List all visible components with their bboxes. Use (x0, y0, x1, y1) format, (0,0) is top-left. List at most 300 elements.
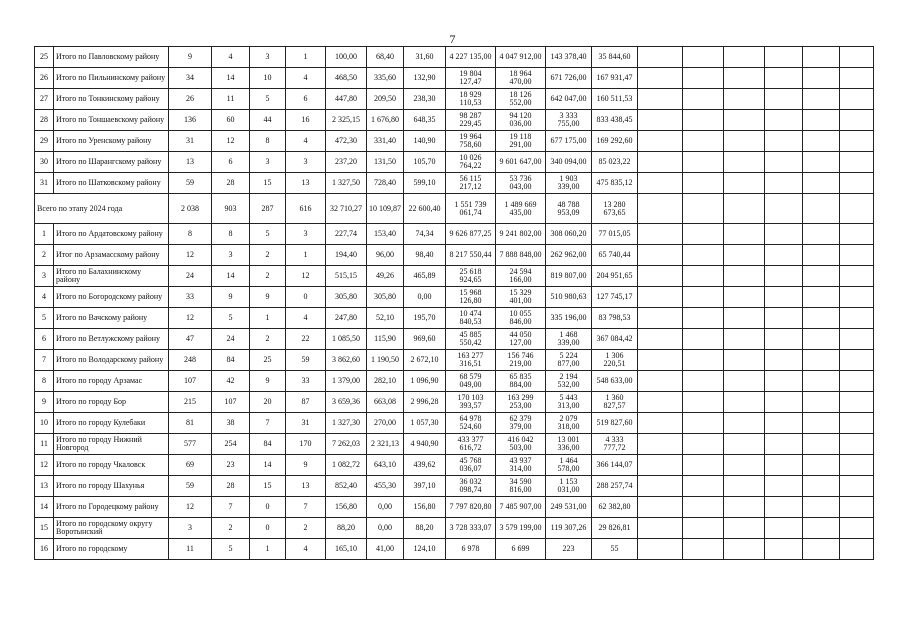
empty-cell (840, 131, 874, 152)
cell-c: 2 996,28 (404, 392, 446, 413)
district-name: Итого по городскому округу Воротынский (54, 518, 169, 539)
empty-cell (724, 110, 765, 131)
cell-e: 53 736 043,00 (496, 173, 546, 194)
cell-c4: 3 (286, 224, 326, 245)
page-number: 7 (449, 32, 456, 46)
cell-d: 64 978 524,60 (446, 413, 496, 434)
cell-a: 227,74 (326, 224, 367, 245)
empty-cell (765, 224, 803, 245)
cell-g: 127 745,17 (592, 287, 638, 308)
table-row (35, 224, 874, 245)
cell-c1: 8 (169, 224, 212, 245)
cell-e: 62 379 379,00 (496, 413, 546, 434)
cell-c: 969,60 (404, 329, 446, 350)
empty-cell (683, 434, 724, 455)
cell-c: 132,90 (404, 68, 446, 89)
row-number: 9 (35, 392, 54, 413)
empty-cell (683, 194, 724, 224)
empty-cell (683, 413, 724, 434)
cell-c4: 16 (286, 110, 326, 131)
district-name: Итого по городу Шахунья (54, 476, 169, 497)
district-name: Итого по городу Чкаловск (54, 455, 169, 476)
cell-f: 677 175,00 (546, 131, 592, 152)
cell-c1: 136 (169, 110, 212, 131)
cell-b: 455,30 (367, 476, 404, 497)
cell-c4: 12 (286, 266, 326, 287)
cell-a: 3 862,60 (326, 350, 367, 371)
row-number: 6 (35, 329, 54, 350)
cell-c: 1 057,30 (404, 413, 446, 434)
table-row (35, 497, 874, 518)
empty-cell (803, 350, 840, 371)
row-number: 27 (35, 89, 54, 110)
cell-c4: 7 (286, 497, 326, 518)
cell-c2: 28 (212, 476, 250, 497)
empty-cell (683, 476, 724, 497)
empty-cell (683, 266, 724, 287)
cell-g: 29 826,81 (592, 518, 638, 539)
cell-d: 10 474 840,53 (446, 308, 496, 329)
cell-c4: 9 (286, 455, 326, 476)
cell-c1: 34 (169, 68, 212, 89)
cell-g: 85 023,22 (592, 152, 638, 173)
empty-cell (840, 245, 874, 266)
cell-c2: 5 (212, 539, 250, 560)
cell-c1: 47 (169, 329, 212, 350)
cell-c2: 12 (212, 131, 250, 152)
cell-f: 671 726,00 (546, 68, 592, 89)
cell-e: 6 699 (496, 539, 546, 560)
cell-f: 1 903 339,00 (546, 173, 592, 194)
empty-cell (840, 455, 874, 476)
cell-c2: 84 (212, 350, 250, 371)
cell-g: 1 360 827,57 (592, 392, 638, 413)
cell-c3: 1 (250, 539, 286, 560)
empty-cell (765, 413, 803, 434)
cell-d: 56 115 217,12 (446, 173, 496, 194)
cell-f: 3 333 755,00 (546, 110, 592, 131)
cell-a: 194,40 (326, 245, 367, 266)
cell-d: 19 804 127,47 (446, 68, 496, 89)
empty-cell (638, 455, 683, 476)
cell-e: 15 329 401,00 (496, 287, 546, 308)
cell-f: 249 531,00 (546, 497, 592, 518)
table-row (35, 131, 874, 152)
empty-cell (638, 308, 683, 329)
cell-b: 41,00 (367, 539, 404, 560)
cell-g: 833 438,45 (592, 110, 638, 131)
cell-c4: 0 (286, 287, 326, 308)
district-name: Итого по Тонкинскому району (54, 89, 169, 110)
table-row (35, 413, 874, 434)
cell-b: 153,40 (367, 224, 404, 245)
empty-cell (765, 497, 803, 518)
cell-g: 4 333 777,72 (592, 434, 638, 455)
cell-c1: 215 (169, 392, 212, 413)
total-label: Всего по этапу 2024 года (35, 194, 169, 224)
district-name: Итог по Арзамасскому району (54, 245, 169, 266)
cell-g: 35 844,60 (592, 47, 638, 68)
cell-c3: 2 (250, 329, 286, 350)
cell-c1: 59 (169, 173, 212, 194)
cell-c2: 3 (212, 245, 250, 266)
empty-cell (724, 392, 765, 413)
cell-c: 2 672,10 (404, 350, 446, 371)
row-number: 5 (35, 308, 54, 329)
cell-a: 447,80 (326, 89, 367, 110)
row-number: 30 (35, 152, 54, 173)
empty-cell (724, 455, 765, 476)
cell-c1: 24 (169, 266, 212, 287)
empty-cell (803, 455, 840, 476)
cell-d: 6 978 (446, 539, 496, 560)
cell-c4: 2 (286, 518, 326, 539)
cell-f: 642 047,00 (546, 89, 592, 110)
cell-c4: 87 (286, 392, 326, 413)
cell-d: 45 885 550,42 (446, 329, 496, 350)
cell-a: 1 379,00 (326, 371, 367, 392)
cell-e: 18 964 470,00 (496, 68, 546, 89)
cell-a: 472,30 (326, 131, 367, 152)
cell-c: 22 600,40 (404, 194, 446, 224)
cell-f: 819 807,00 (546, 266, 592, 287)
cell-b: 68,40 (367, 47, 404, 68)
empty-cell (683, 47, 724, 68)
cell-f: 340 094,00 (546, 152, 592, 173)
district-name: Итого по Ветлужскому району (54, 329, 169, 350)
empty-cell (765, 392, 803, 413)
cell-e: 19 118 291,00 (496, 131, 546, 152)
cell-c: 156,80 (404, 497, 446, 518)
cell-e: 9 601 647,00 (496, 152, 546, 173)
district-name: Итого по Городецкому району (54, 497, 169, 518)
cell-c2: 7 (212, 497, 250, 518)
cell-f: 2 194 532,00 (546, 371, 592, 392)
cell-c1: 13 (169, 152, 212, 173)
row-number: 31 (35, 173, 54, 194)
empty-cell (638, 518, 683, 539)
cell-g: 55 (592, 539, 638, 560)
cell-b: 49,26 (367, 266, 404, 287)
empty-cell (638, 497, 683, 518)
cell-a: 247,80 (326, 308, 367, 329)
row-number: 16 (35, 539, 54, 560)
empty-cell (638, 329, 683, 350)
cell-a: 1 327,50 (326, 173, 367, 194)
table-row (35, 173, 874, 194)
cell-c3: 7 (250, 413, 286, 434)
cell-c2: 5 (212, 308, 250, 329)
cell-b: 1 676,80 (367, 110, 404, 131)
empty-cell (840, 173, 874, 194)
cell-c4: 1 (286, 47, 326, 68)
cell-b: 52,10 (367, 308, 404, 329)
empty-cell (803, 89, 840, 110)
cell-g: 548 633,00 (592, 371, 638, 392)
cell-b: 131,50 (367, 152, 404, 173)
cell-c4: 4 (286, 539, 326, 560)
district-name: Итого по Володарскому району (54, 350, 169, 371)
table-row (35, 392, 874, 413)
empty-cell (840, 110, 874, 131)
district-name: Итого по городу Кулебаки (54, 413, 169, 434)
cell-g: 167 931,47 (592, 68, 638, 89)
empty-cell (638, 224, 683, 245)
cell-a: 32 710,27 (326, 194, 367, 224)
empty-cell (765, 194, 803, 224)
cell-b: 209,50 (367, 89, 404, 110)
empty-cell (683, 287, 724, 308)
empty-cell (683, 497, 724, 518)
district-name: Итого по Павловскому району (54, 47, 169, 68)
district-name: Итого по Шатковскому району (54, 173, 169, 194)
cell-f: 13 001 336,00 (546, 434, 592, 455)
table-row (35, 89, 874, 110)
empty-cell (840, 413, 874, 434)
empty-cell (803, 476, 840, 497)
cell-c3: 0 (250, 497, 286, 518)
table-row (35, 287, 874, 308)
cell-d: 4 227 135,00 (446, 47, 496, 68)
cell-e: 163 299 253,00 (496, 392, 546, 413)
empty-cell (840, 329, 874, 350)
table-row (35, 266, 874, 287)
empty-cell (765, 110, 803, 131)
cell-c3: 25 (250, 350, 286, 371)
empty-cell (683, 350, 724, 371)
empty-cell (724, 152, 765, 173)
empty-cell (638, 539, 683, 560)
cell-c: 397,10 (404, 476, 446, 497)
cell-d: 8 217 550,44 (446, 245, 496, 266)
empty-cell (638, 350, 683, 371)
cell-a: 7 262,03 (326, 434, 367, 455)
cell-f: 143 378,40 (546, 47, 592, 68)
cell-c1: 26 (169, 89, 212, 110)
empty-cell (803, 245, 840, 266)
cell-g: 13 280 673,65 (592, 194, 638, 224)
empty-cell (638, 413, 683, 434)
empty-cell (803, 131, 840, 152)
empty-cell (638, 371, 683, 392)
cell-c1: 81 (169, 413, 212, 434)
empty-cell (840, 497, 874, 518)
cell-e: 3 579 199,00 (496, 518, 546, 539)
cell-c2: 254 (212, 434, 250, 455)
cell-c2: 8 (212, 224, 250, 245)
empty-cell (638, 245, 683, 266)
cell-c: 140,90 (404, 131, 446, 152)
cell-c2: 9 (212, 287, 250, 308)
cell-c3: 15 (250, 476, 286, 497)
cell-g: 367 084,42 (592, 329, 638, 350)
district-name: Итого по Шарангскому району (54, 152, 169, 173)
cell-b: 0,00 (367, 518, 404, 539)
district-name: Итого по городу Нижний Новгород (54, 434, 169, 455)
cell-b: 115,90 (367, 329, 404, 350)
cell-c: 599,10 (404, 173, 446, 194)
empty-cell (765, 287, 803, 308)
cell-f: 1 468 339,00 (546, 329, 592, 350)
empty-cell (765, 131, 803, 152)
cell-f: 510 980,63 (546, 287, 592, 308)
cell-e: 10 055 846,00 (496, 308, 546, 329)
empty-cell (803, 539, 840, 560)
row-number: 12 (35, 455, 54, 476)
empty-cell (724, 287, 765, 308)
cell-b: 643,10 (367, 455, 404, 476)
row-number: 15 (35, 518, 54, 539)
row-number: 1 (35, 224, 54, 245)
cell-d: 25 618 924,65 (446, 266, 496, 287)
cell-e: 65 835 884,00 (496, 371, 546, 392)
cell-c3: 14 (250, 455, 286, 476)
cell-c1: 31 (169, 131, 212, 152)
empty-cell (765, 89, 803, 110)
empty-cell (765, 329, 803, 350)
table-row (35, 308, 874, 329)
table-row (35, 47, 874, 68)
empty-cell (683, 173, 724, 194)
empty-cell (724, 194, 765, 224)
cell-a: 305,80 (326, 287, 367, 308)
cell-g: 204 951,65 (592, 266, 638, 287)
empty-cell (638, 287, 683, 308)
row-number: 11 (35, 434, 54, 455)
cell-c2: 14 (212, 266, 250, 287)
empty-cell (683, 455, 724, 476)
cell-c4: 33 (286, 371, 326, 392)
empty-cell (803, 392, 840, 413)
cell-c1: 12 (169, 497, 212, 518)
empty-cell (638, 194, 683, 224)
empty-cell (638, 110, 683, 131)
cell-c2: 903 (212, 194, 250, 224)
cell-c4: 4 (286, 308, 326, 329)
cell-e: 18 126 552,00 (496, 89, 546, 110)
empty-cell (840, 518, 874, 539)
cell-c: 98,40 (404, 245, 446, 266)
row-number: 29 (35, 131, 54, 152)
cell-d: 170 103 393,57 (446, 392, 496, 413)
empty-cell (765, 308, 803, 329)
cell-c2: 4 (212, 47, 250, 68)
empty-cell (638, 434, 683, 455)
cell-e: 43 937 314,00 (496, 455, 546, 476)
cell-c3: 1 (250, 308, 286, 329)
cell-c1: 12 (169, 245, 212, 266)
cell-f: 262 962,00 (546, 245, 592, 266)
table-row (35, 152, 874, 173)
empty-cell (840, 350, 874, 371)
row-number: 14 (35, 497, 54, 518)
cell-c: 195,70 (404, 308, 446, 329)
empty-cell (840, 371, 874, 392)
empty-cell (683, 224, 724, 245)
cell-b: 0,00 (367, 497, 404, 518)
cell-c: 88,20 (404, 518, 446, 539)
cell-d: 45 768 036,07 (446, 455, 496, 476)
district-name: Итого по Вачскому району (54, 308, 169, 329)
cell-c3: 5 (250, 89, 286, 110)
empty-cell (765, 518, 803, 539)
empty-cell (765, 47, 803, 68)
empty-cell (683, 131, 724, 152)
cell-c1: 33 (169, 287, 212, 308)
cell-d: 10 026 764,22 (446, 152, 496, 173)
cell-c4: 4 (286, 131, 326, 152)
cell-c: 31,60 (404, 47, 446, 68)
table-row (35, 476, 874, 497)
cell-c4: 59 (286, 350, 326, 371)
cell-c1: 59 (169, 476, 212, 497)
cell-b: 96,00 (367, 245, 404, 266)
empty-cell (683, 245, 724, 266)
report-table (34, 46, 874, 560)
cell-c3: 5 (250, 224, 286, 245)
empty-cell (724, 68, 765, 89)
cell-e: 1 489 669 435,00 (496, 194, 546, 224)
empty-cell (765, 434, 803, 455)
empty-cell (765, 539, 803, 560)
cell-c2: 2 (212, 518, 250, 539)
cell-d: 68 579 049,00 (446, 371, 496, 392)
cell-e: 24 594 166,00 (496, 266, 546, 287)
cell-c4: 3 (286, 152, 326, 173)
empty-cell (803, 329, 840, 350)
cell-f: 2 079 318,00 (546, 413, 592, 434)
empty-cell (724, 47, 765, 68)
empty-cell (840, 194, 874, 224)
cell-e: 94 120 036,00 (496, 110, 546, 131)
cell-d: 3 728 333,07 (446, 518, 496, 539)
cell-d: 163 277 316,51 (446, 350, 496, 371)
empty-cell (803, 110, 840, 131)
empty-cell (724, 89, 765, 110)
cell-d: 1 551 739 061,74 (446, 194, 496, 224)
empty-cell (724, 131, 765, 152)
empty-cell (724, 350, 765, 371)
cell-c2: 107 (212, 392, 250, 413)
empty-cell (638, 266, 683, 287)
empty-cell (683, 518, 724, 539)
cell-c2: 42 (212, 371, 250, 392)
empty-cell (724, 539, 765, 560)
cell-a: 88,20 (326, 518, 367, 539)
district-name: Итого по Ардатовскому району (54, 224, 169, 245)
cell-a: 852,40 (326, 476, 367, 497)
cell-c1: 9 (169, 47, 212, 68)
table-row (35, 110, 874, 131)
empty-cell (683, 152, 724, 173)
empty-cell (765, 68, 803, 89)
row-number: 2 (35, 245, 54, 266)
cell-c3: 9 (250, 371, 286, 392)
empty-cell (765, 266, 803, 287)
cell-b: 728,40 (367, 173, 404, 194)
cell-g: 475 835,12 (592, 173, 638, 194)
cell-c4: 6 (286, 89, 326, 110)
cell-c2: 28 (212, 173, 250, 194)
cell-c1: 11 (169, 539, 212, 560)
cell-c1: 107 (169, 371, 212, 392)
cell-g: 1 306 220,51 (592, 350, 638, 371)
empty-cell (803, 173, 840, 194)
table-row (35, 371, 874, 392)
empty-cell (724, 329, 765, 350)
empty-cell (803, 68, 840, 89)
cell-c2: 14 (212, 68, 250, 89)
